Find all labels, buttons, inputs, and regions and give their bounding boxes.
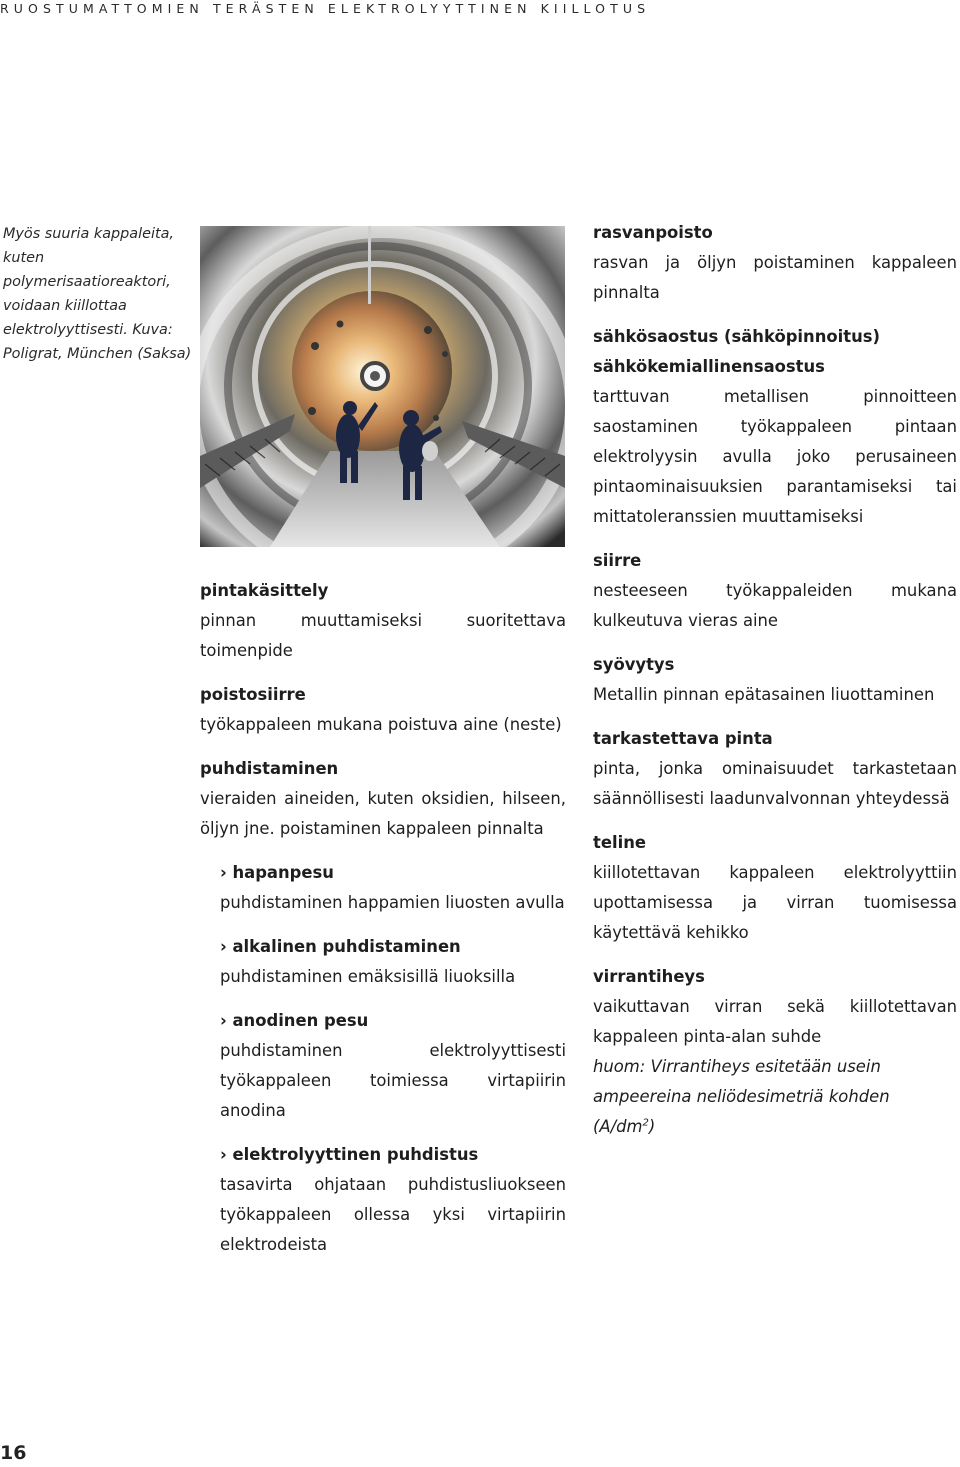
entry-term: › anodinen pesu [220, 1006, 566, 1036]
glossary-entry [593, 218, 957, 308]
entry-term: rasvanpoisto [593, 223, 713, 242]
glossary-entry [593, 322, 957, 532]
glossary-entry [200, 576, 566, 666]
figure-caption: Myös suuria kappaleita, kuten polymerisaatioreaktori, voidaan kiillottaa elektrolyyttisesti. Kuva: Poligrat, München (Saksa) [3, 226, 192, 362]
entry-term: › elektrolyyttinen puhdistus [220, 1140, 566, 1170]
entry-definition: tasavirta ohjataan puhdistusliuokseen työkappaleen ollessa yksi virtapiirin elektrodeista [220, 1175, 566, 1254]
entry-term: puhdistaminen [200, 759, 339, 778]
glossary-sub-entry [220, 1140, 566, 1260]
entry-term: tarkastettava pinta [593, 729, 773, 748]
note-text: huom: Virrantiheys esitetään usein ampeereina neliödesimetriä kohden (A/dm [593, 1057, 890, 1136]
glossary-entry [200, 754, 566, 844]
entry-definition: puhdistaminen emäksisillä liuoksilla [220, 967, 516, 986]
entry-term: poistosiirre [200, 685, 306, 704]
note-end: ) [648, 1117, 656, 1136]
entry-definition: rasvan ja öljyn poistaminen kappaleen pinnalta [593, 253, 957, 302]
entry-note [593, 1052, 957, 1142]
entry-term: › hapanpesu [220, 858, 566, 888]
entry-term: › alkalinen puhdistaminen [220, 932, 566, 962]
glossary-entry [593, 724, 957, 814]
entry-definition: tarttuvan metallisen pinnoitteen saostaminen työkappaleen pintaan elektrolyysin avulla joko perusaineen pintaominaisuuksien parantamiseksi tai mittatoleranssien muuttamiseksi [593, 387, 957, 526]
entry-term: teline [593, 833, 646, 852]
reactor-photo [200, 226, 565, 547]
entry-term: pintakäsittely [200, 581, 329, 600]
glossary-sub-entry [220, 932, 566, 992]
entry-definition: pinnan muuttamiseksi suoritettava toimenpide [200, 611, 566, 660]
entry-definition: työkappaleen mukana poistuva aine (neste) [200, 715, 562, 734]
glossary-right-column [593, 218, 957, 1156]
entry-term: siirre [593, 551, 642, 570]
glossary-entry [200, 680, 566, 740]
page-number: 16 [0, 1442, 27, 1464]
entry-definition: vaikuttavan virran sekä kiillotettavan kappaleen pinta-alan suhde [593, 997, 957, 1046]
glossary-sub-entry [220, 858, 566, 918]
entry-definition: Metallin pinnan epätasainen liuottaminen [593, 685, 935, 704]
entry-definition: nesteeseen työkappaleiden mukana kulkeutuva vieras aine [593, 581, 957, 630]
entry-term: virrantiheys [593, 967, 705, 986]
glossary-entry [593, 546, 957, 636]
running-header: RUOSTUMATTOMIEN TERÄSTEN ELEKTROLYYTTINEN KIILLOTUS [0, 1, 651, 16]
entry-definition: kiillotettavan kappaleen elektrolyyttiin upottamisessa ja virran tuomisessa käytettävä kehikko [593, 863, 957, 942]
entry-definition: pinta, jonka ominaisuudet tarkastetaan säännöllisesti laadunvalvonnan yhteydessä [593, 759, 957, 808]
entry-definition: vieraiden aineiden, kuten oksidien, hilseen, öljyn jne. poistaminen kappaleen pinnalta [200, 789, 566, 838]
glossary-entry [593, 828, 957, 948]
entry-term: sähkösaostus (sähköpinnoitus) sähkökemiallinensaostus [593, 327, 881, 376]
glossary-entry [593, 962, 957, 1142]
glossary-left-column [200, 576, 566, 1274]
entry-term: syövytys [593, 655, 675, 674]
entry-definition: puhdistaminen elektrolyyttisesti työkappaleen toimiessa virtapiirin anodina [220, 1041, 566, 1120]
note-superscript: 2 [642, 1117, 649, 1129]
glossary-sub-entry [220, 1006, 566, 1126]
glossary-entry [593, 650, 957, 710]
entry-definition: puhdistaminen happamien liuosten avulla [220, 893, 565, 912]
